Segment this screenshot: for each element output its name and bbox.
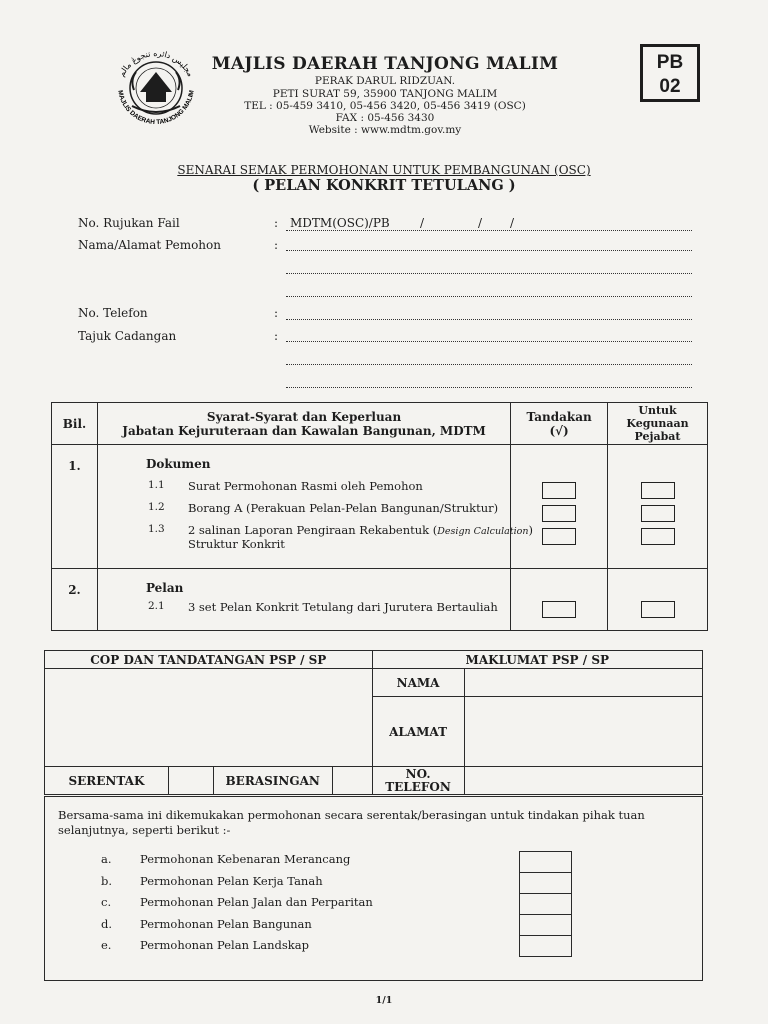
section-documents: [97, 445, 533, 569]
submission-item-text: Permohonan Kebenaran Merancang: [140, 852, 351, 866]
document-title: SENARAI SEMAK PERMOHONAN UNTUK PEMBANGUNAN (OSC): [177, 163, 591, 177]
item-number: 1.3: [147, 523, 165, 535]
applicant-field-line[interactable]: [286, 250, 692, 251]
item-number: 1.2: [147, 501, 165, 513]
office-checkbox[interactable]: [641, 505, 675, 522]
submission-item-text: Permohonan Pelan Bangunan: [140, 917, 312, 931]
file-ref-field[interactable]: [286, 230, 692, 231]
phone-label: No. Telefon: [78, 306, 148, 320]
file-ref-slash: /: [478, 216, 483, 230]
item-text: Borang A (Perakuan Pelan-Pelan Bangunan/Struktur): [187, 501, 499, 515]
col-office-line1: Untuk: [638, 404, 677, 417]
mark-checkbox[interactable]: [542, 601, 576, 618]
office-column: [608, 569, 708, 631]
item-number: 2.1: [147, 600, 165, 612]
checklist-item: [146, 479, 504, 501]
submission-letter: d.: [101, 917, 113, 931]
mark-checkbox[interactable]: [542, 505, 576, 522]
office-checkbox[interactable]: [641, 528, 675, 545]
submission-letter: c.: [101, 895, 112, 909]
org-address: PETI SURAT 59, 35900 TANJONG MALIM: [272, 88, 498, 100]
psp-header-row: [45, 651, 703, 669]
applicant-field-line[interactable]: [286, 296, 692, 297]
applicant-label: Nama/Alamat Pemohon: [78, 238, 221, 252]
submission-checkbox[interactable]: [519, 872, 572, 894]
colon: :: [274, 216, 279, 230]
org-telephone: TEL : 05-459 3410, 05-456 3420, 05-456 3419 (OSC): [244, 100, 526, 112]
form-code-box: [640, 44, 700, 102]
applicant-field-line[interactable]: [286, 273, 692, 274]
col-requirements-line1: Syarat-Syarat dan Keperluan: [206, 409, 402, 424]
psp-name-label: NAMA: [372, 669, 464, 697]
item-text: Surat Permohonan Rasmi oleh Pemohon: [187, 479, 423, 493]
col-bil-header: Bil.: [52, 403, 98, 445]
item-number: 1.1: [147, 479, 165, 491]
file-ref-slash: /: [420, 216, 425, 230]
checklist-header-row: [52, 403, 708, 445]
item-text-line2: Struktur Konkrit: [187, 537, 285, 551]
col-mark-header: [511, 403, 608, 445]
col-office-header: [608, 403, 708, 445]
col-requirements-header: [97, 403, 510, 445]
colon: :: [274, 306, 279, 320]
checklist-item: [146, 600, 504, 622]
submission-checkbox[interactable]: [519, 935, 572, 957]
section-number: 2.: [52, 569, 98, 631]
logo-text-bottom: MAJLIS DAERAH TANJONG MALIM: [116, 89, 196, 127]
concurrent-label: SERENTAK: [45, 767, 169, 795]
submission-letter: a.: [101, 852, 112, 866]
section-plans: [97, 569, 510, 631]
section-row-plans: [52, 569, 708, 631]
phone-field[interactable]: [286, 319, 692, 320]
psp-phone-label-line2: TELEFON: [385, 779, 451, 794]
submission-checkbox[interactable]: [519, 893, 572, 915]
mark-column: [511, 569, 608, 631]
psp-address-label: ALAMAT: [372, 697, 464, 767]
colon: :: [274, 238, 279, 252]
logo-text-top: مجليس دائره تنجوڠ مالم: [116, 48, 196, 79]
organization-name: MAJLIS DAERAH TANJONG MALIM: [211, 54, 559, 74]
submission-item-text: Permohonan Pelan Landskap: [140, 938, 309, 952]
separate-label: BERASINGAN: [213, 767, 332, 795]
colon: :: [274, 329, 279, 343]
proposal-field-line[interactable]: [286, 341, 692, 342]
office-checkbox[interactable]: [641, 482, 675, 499]
form-code-prefix: PB: [656, 52, 684, 73]
submission-letter: b.: [101, 874, 113, 888]
col-mark-line2: (√): [549, 423, 569, 438]
psp-address-field[interactable]: [464, 697, 702, 767]
mark-checkbox[interactable]: [542, 482, 576, 499]
file-ref-label: No. Rujukan Fail: [78, 216, 180, 230]
psp-name-field[interactable]: [464, 669, 702, 697]
office-column: [608, 445, 708, 569]
submission-item-text: Permohonan Pelan Kerja Tanah: [140, 874, 323, 888]
office-checkbox[interactable]: [641, 601, 675, 618]
psp-info-header: MAKLUMAT PSP / SP: [372, 651, 702, 669]
psp-name-row: [45, 669, 703, 697]
form-code-number: 02: [659, 76, 681, 97]
page-number: 1/1: [375, 995, 393, 1006]
submission-intro: Bersama-sama ini dikemukakan permohonan secara serentak/berasingan untuk tindakan pihak tuan selanjutnya, seperti berikut :-: [58, 808, 645, 837]
submission-item-text: Permohonan Pelan Jalan dan Perparitan: [140, 895, 373, 909]
col-mark-line1: Tandakan: [526, 409, 592, 424]
proposal-field-line[interactable]: [286, 387, 692, 388]
stamp-signature-area[interactable]: [45, 669, 373, 767]
section-title: Dokumen: [145, 457, 211, 471]
psp-phone-row: [45, 767, 703, 795]
stamp-signature-header: COP DAN TANDATANGAN PSP / SP: [45, 651, 373, 669]
checklist-item: [146, 523, 533, 557]
document-subtitle: ( PELAN KONKRIT TETULANG ): [252, 177, 516, 194]
org-fax: FAX : 05-456 3430: [335, 112, 435, 124]
col-requirements-line2: Jabatan Kejuruteraan dan Kawalan Bangunan, MDTM: [122, 423, 486, 438]
section-title: Pelan: [145, 581, 184, 595]
psp-phone-label-line1: NO.: [405, 766, 431, 781]
org-website: Website : www.mdtm.gov.my: [308, 124, 462, 136]
psp-phone-field[interactable]: [464, 767, 702, 795]
file-ref-value: MDTM(OSC)/PB: [290, 216, 390, 230]
submission-checkbox[interactable]: [519, 851, 572, 873]
file-ref-slash: /: [510, 216, 515, 230]
proposal-field-line[interactable]: [286, 364, 692, 365]
org-state: PERAK DARUL RIDZUAN.: [314, 75, 456, 87]
submission-letter: e.: [101, 938, 112, 952]
item-text: 3 set Pelan Konkrit Tetulang dari Jurutera Bertauliah: [187, 600, 498, 614]
council-logo-icon: [110, 42, 202, 134]
item-text-part: ): [528, 523, 533, 537]
item-text-italic: Design Calculation: [437, 526, 529, 537]
item-text: [188, 523, 556, 551]
section-number: 1.: [52, 445, 98, 569]
checklist-item: [146, 501, 504, 523]
checklist-table: [51, 402, 708, 631]
psp-phone-label: [372, 767, 464, 795]
submission-checkbox[interactable]: [519, 914, 572, 936]
col-office-line2: Kegunaan: [626, 417, 689, 430]
item-text-part: 2 salinan Laporan Pengiraan Rekabentuk (: [187, 523, 438, 537]
psp-table: [44, 650, 703, 795]
proposal-label: Tajuk Cadangan: [78, 329, 177, 343]
concurrent-checkbox[interactable]: [168, 767, 213, 795]
section-row-documents: [52, 445, 708, 569]
separate-checkbox[interactable]: [332, 767, 372, 795]
col-office-line3: Pejabat: [634, 430, 681, 443]
